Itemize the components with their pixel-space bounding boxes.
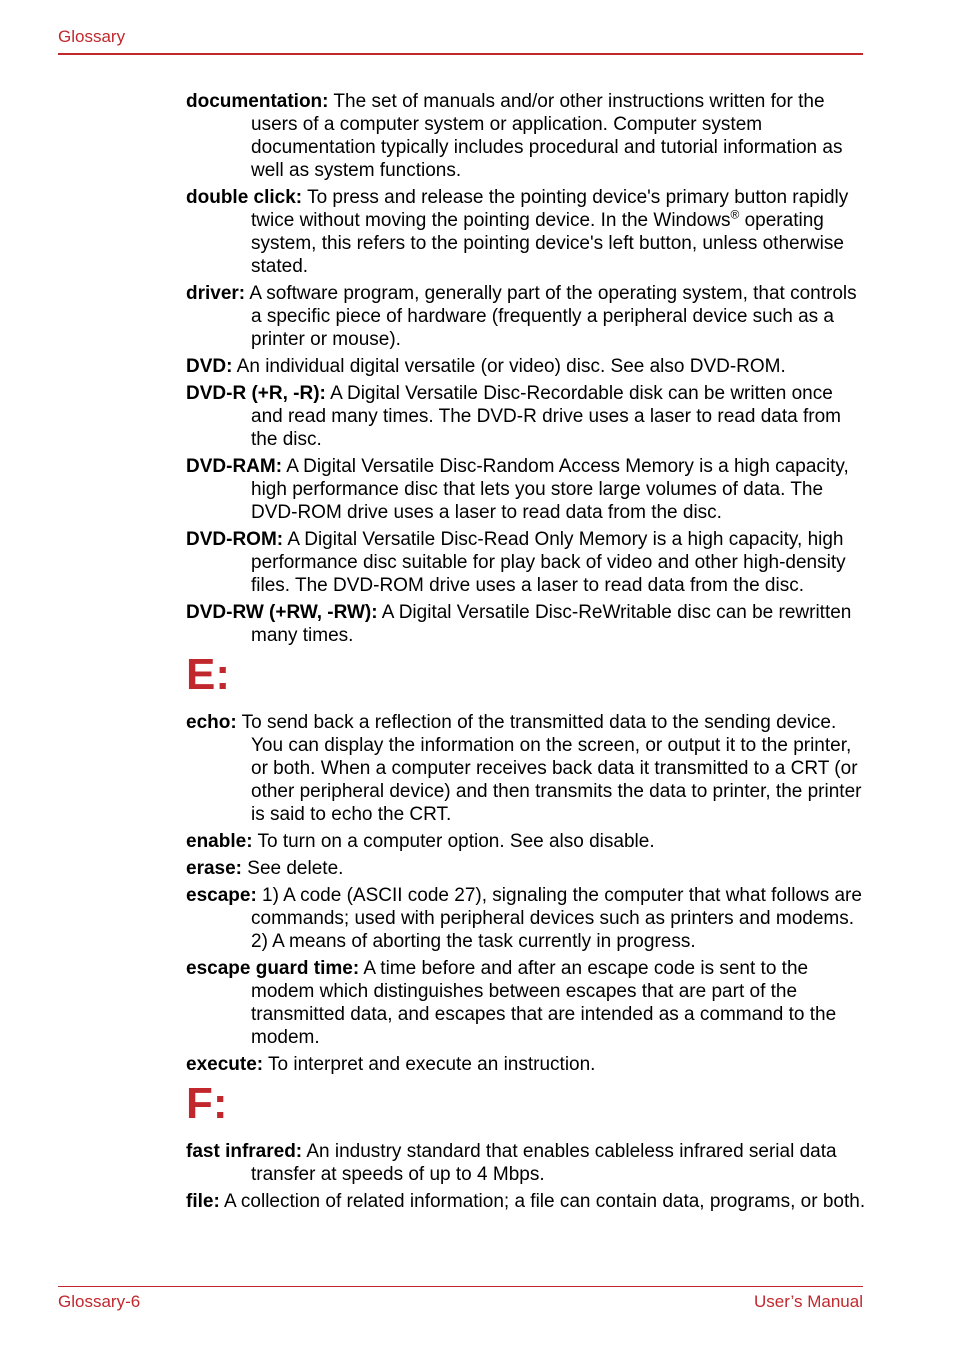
- glossary-entry: [186, 186, 866, 278]
- glossary-term: echo:: [186, 712, 237, 733]
- glossary-entry: [186, 601, 866, 647]
- glossary-definition: A Digital Versatile Disc-Recordable disk can be written once and read many times. The DVD-R drive uses a laser to read data from the disc.: [251, 383, 841, 450]
- glossary-definition: 1) A code (ASCII code 27), signaling the computer that what follows are commands; used with peripheral devices such as printers and modems.: [251, 885, 862, 929]
- registered-mark: ®: [730, 207, 740, 222]
- glossary-entry: [186, 1140, 866, 1186]
- glossary-entry: [186, 282, 866, 351]
- glossary-definition: A Digital Versatile Disc-Read Only Memory is a high capacity, high performance disc suitable for play back of video and other high-density files. The DVD-ROM drive uses a laser to read data from the disc.: [251, 529, 846, 596]
- glossary-term: DVD-ROM:: [186, 529, 284, 550]
- glossary-entry: [186, 355, 866, 378]
- glossary-term: DVD-RW (+RW, -RW):: [186, 602, 378, 623]
- glossary-definition-cont: 2) A means of aborting the task currently in progress.: [251, 931, 696, 952]
- glossary-entry: [186, 1190, 866, 1213]
- manual-title: User’s Manual: [754, 1292, 863, 1311]
- glossary-entry: [186, 382, 866, 451]
- glossary-content: [186, 90, 866, 1217]
- glossary-entry: [186, 528, 866, 597]
- glossary-definition: The set of manuals and/or other instructions written for the users of a computer system or application. Computer system documentation typically includes procedural and tutorial information as well as system functions.: [251, 91, 843, 181]
- glossary-term: file:: [186, 1191, 220, 1212]
- glossary-term: fast infrared:: [186, 1141, 303, 1162]
- glossary-term: DVD:: [186, 356, 233, 377]
- header-rule: [58, 53, 863, 55]
- glossary-term: execute:: [186, 1054, 264, 1075]
- glossary-definition: To interpret and execute an instruction.: [263, 1054, 596, 1075]
- glossary-entry: [186, 830, 866, 853]
- glossary-entry: [186, 455, 866, 524]
- glossary-term: DVD-RAM:: [186, 456, 283, 477]
- glossary-definition: To send back a reflection of the transmitted data to the sending device. You can display the information on the screen, or output it to the printer, or both. When a computer receives back data it transmitted to a CRT (or other peripheral device) and then transmits the data to printer, the printer is said to echo the CRT.: [236, 712, 862, 825]
- glossary-definition: A Digital Versatile Disc-ReWritable disc can be rewritten many times.: [251, 602, 852, 646]
- glossary-term: escape:: [186, 885, 257, 906]
- glossary-term: DVD-R (+R, -R):: [186, 383, 326, 404]
- glossary-term: double click:: [186, 187, 303, 208]
- glossary-definition: See delete.: [242, 858, 344, 879]
- glossary-term: documentation:: [186, 91, 329, 112]
- glossary-term: escape guard time:: [186, 958, 360, 979]
- glossary-definition: An industry standard that enables cableless infrared serial data transfer at speeds of up to 4 Mbps.: [251, 1141, 837, 1185]
- glossary-term: enable:: [186, 831, 253, 852]
- glossary-definition-cont: operating system, this refers to the pointing device's left button, unless otherwise stated.: [251, 210, 844, 277]
- section-heading-f: F:: [186, 1079, 228, 1128]
- glossary-entry: [186, 711, 866, 826]
- running-header: Glossary: [58, 27, 126, 46]
- glossary-definition: A time before and after an escape code is sent to the modem which distinguishes between escapes that are part of the transmitted data, and escapes that are intended as a command to the modem.: [251, 958, 837, 1048]
- glossary-entry: [186, 884, 866, 953]
- glossary-definition: To press and release the pointing device's primary button rapidly twice without moving the pointing device. In the Windows: [251, 187, 849, 231]
- glossary-definition: A software program, generally part of the operating system, that controls a specific piece of hardware (frequently a peripheral device such as a printer or mouse).: [245, 283, 857, 350]
- glossary-definition: To turn on a computer option. See also disable.: [252, 831, 655, 852]
- glossary-term: driver:: [186, 283, 246, 304]
- glossary-definition: An individual digital versatile (or video) disc. See also DVD-ROM.: [232, 356, 786, 377]
- glossary-entry: [186, 957, 866, 1049]
- section-heading-e: E:: [186, 650, 230, 699]
- footer-rule: [58, 1286, 863, 1287]
- glossary-entry: [186, 90, 866, 182]
- page-number: Glossary-6: [58, 1292, 141, 1311]
- glossary-definition: A collection of related information; a file can contain data, programs, or both.: [219, 1191, 866, 1212]
- glossary-entry: [186, 857, 866, 880]
- glossary-entry: [186, 1053, 866, 1076]
- glossary-term: erase:: [186, 858, 242, 879]
- glossary-definition: A Digital Versatile Disc-Random Access Memory is a high capacity, high performance disc that lets you store large volumes of data. The DVD-ROM drive uses a laser to read data from the disc.: [251, 456, 849, 523]
